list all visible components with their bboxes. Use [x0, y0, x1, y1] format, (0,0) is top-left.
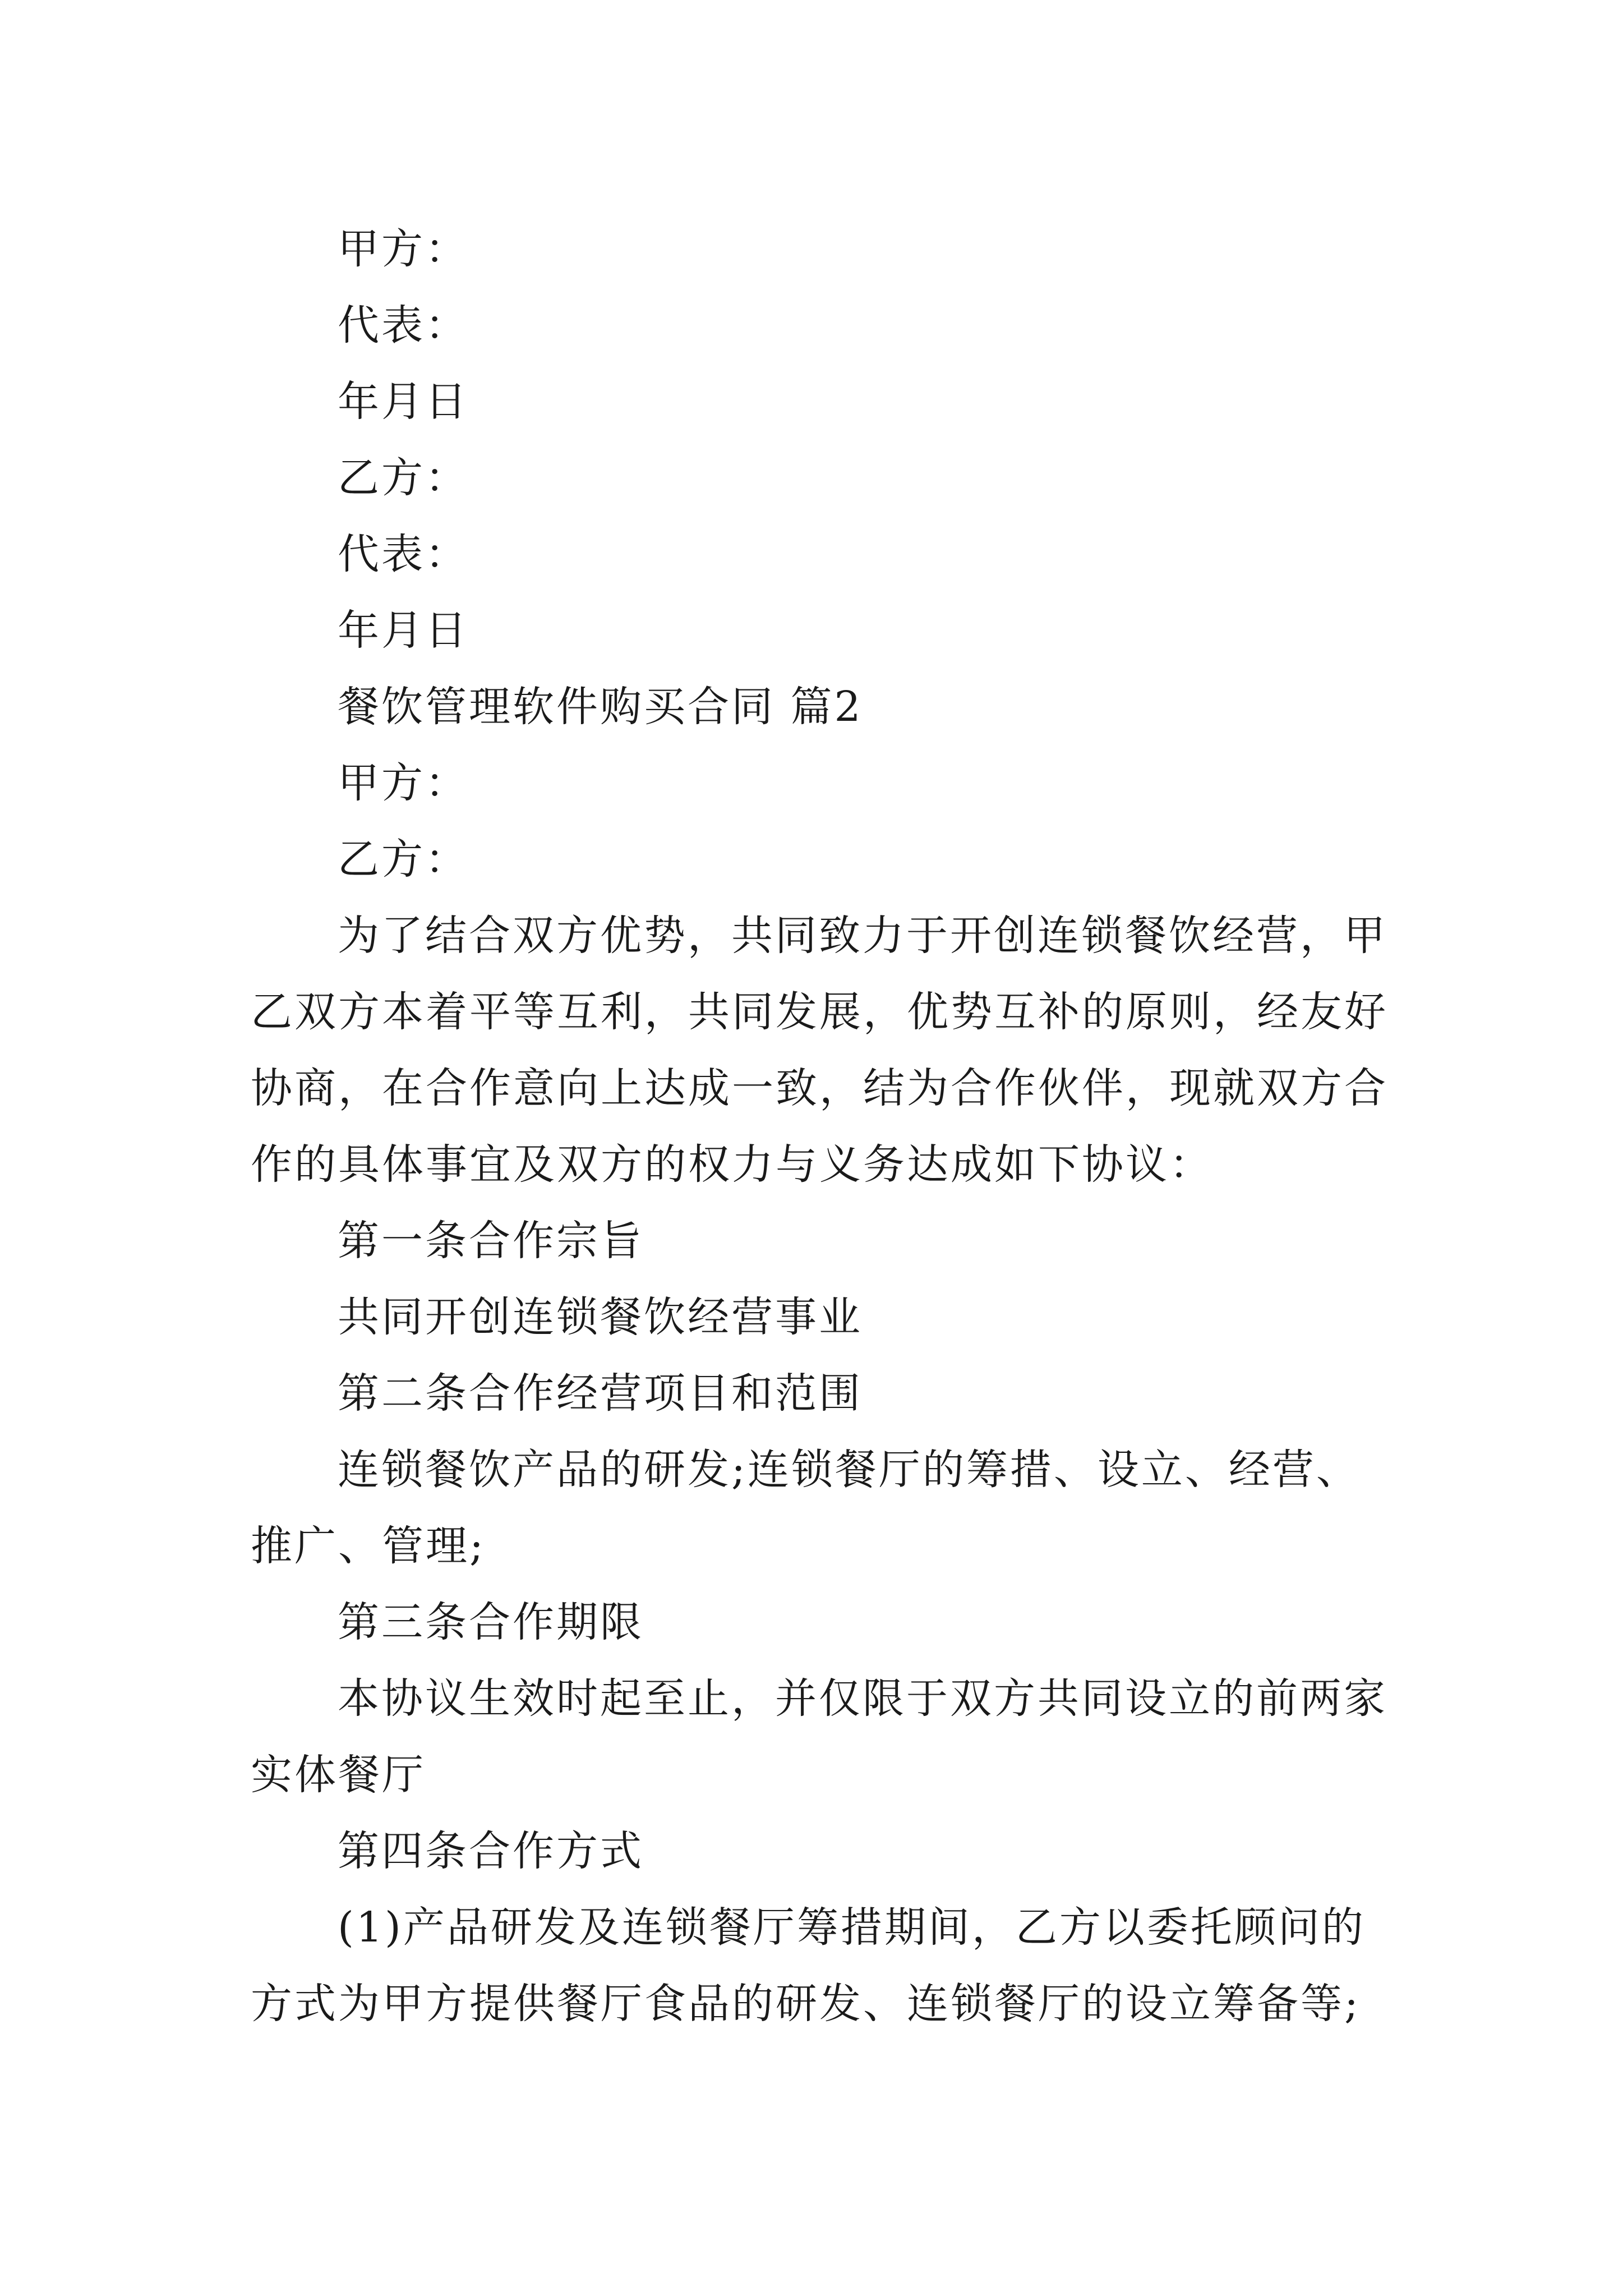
article-3-heading: 第三条合作期限 [338, 1598, 644, 1646]
party-a-representative: 代表： [338, 301, 469, 349]
article-3-body: 实体餐厅 [251, 1751, 426, 1799]
party-b-label: 乙方： [338, 454, 469, 502]
party-a-label: 甲方： [338, 225, 469, 273]
article-2-body: 推广、管理; [251, 1522, 486, 1570]
party-b-representative: 代表： [338, 530, 469, 578]
section-title: 餐饮管理软件购买合同 篇2 [338, 683, 863, 731]
article-4-body: 方式为甲方提供餐厅食品的研发、连锁餐厅的设立筹备等; [251, 1980, 1361, 2028]
article-1-heading: 第一条合作宗旨 [338, 1217, 644, 1265]
contract-party-b: 乙方： [338, 835, 469, 884]
article-2-body: 连锁餐饮产品的研发;连锁餐厅的筹措、设立、经营、 [338, 1446, 1360, 1494]
article-1-body: 共同开创连锁餐饮经营事业 [338, 1293, 863, 1341]
preamble-line: 作的具体事宜及双方的权力与义务达成如下协议： [251, 1140, 1213, 1189]
article-2-heading: 第二条合作经营项目和范围 [338, 1369, 863, 1418]
preamble-line: 乙双方本着平等互利，共同发展，优势互补的原则，经友好 [251, 988, 1388, 1036]
article-4-body: (1)产品研发及连锁餐厅筹措期间，乙方以委托顾问的 [338, 1903, 1366, 1952]
party-a-date: 年月日 [338, 378, 469, 426]
preamble-line: 协商，在合作意向上达成一致，结为合作伙伴，现就双方合 [251, 1064, 1388, 1112]
party-b-date: 年月日 [338, 606, 469, 655]
article-4-heading: 第四条合作方式 [338, 1827, 644, 1875]
article-3-body: 本协议生效时起至止，并仅限于双方共同设立的前两家 [338, 1674, 1387, 1723]
document-body [251, 211, 1388, 2042]
preamble-line: 为了结合双方优势，共同致力于开创连锁餐饮经营，甲 [338, 912, 1387, 960]
contract-party-a: 甲方： [338, 759, 469, 807]
